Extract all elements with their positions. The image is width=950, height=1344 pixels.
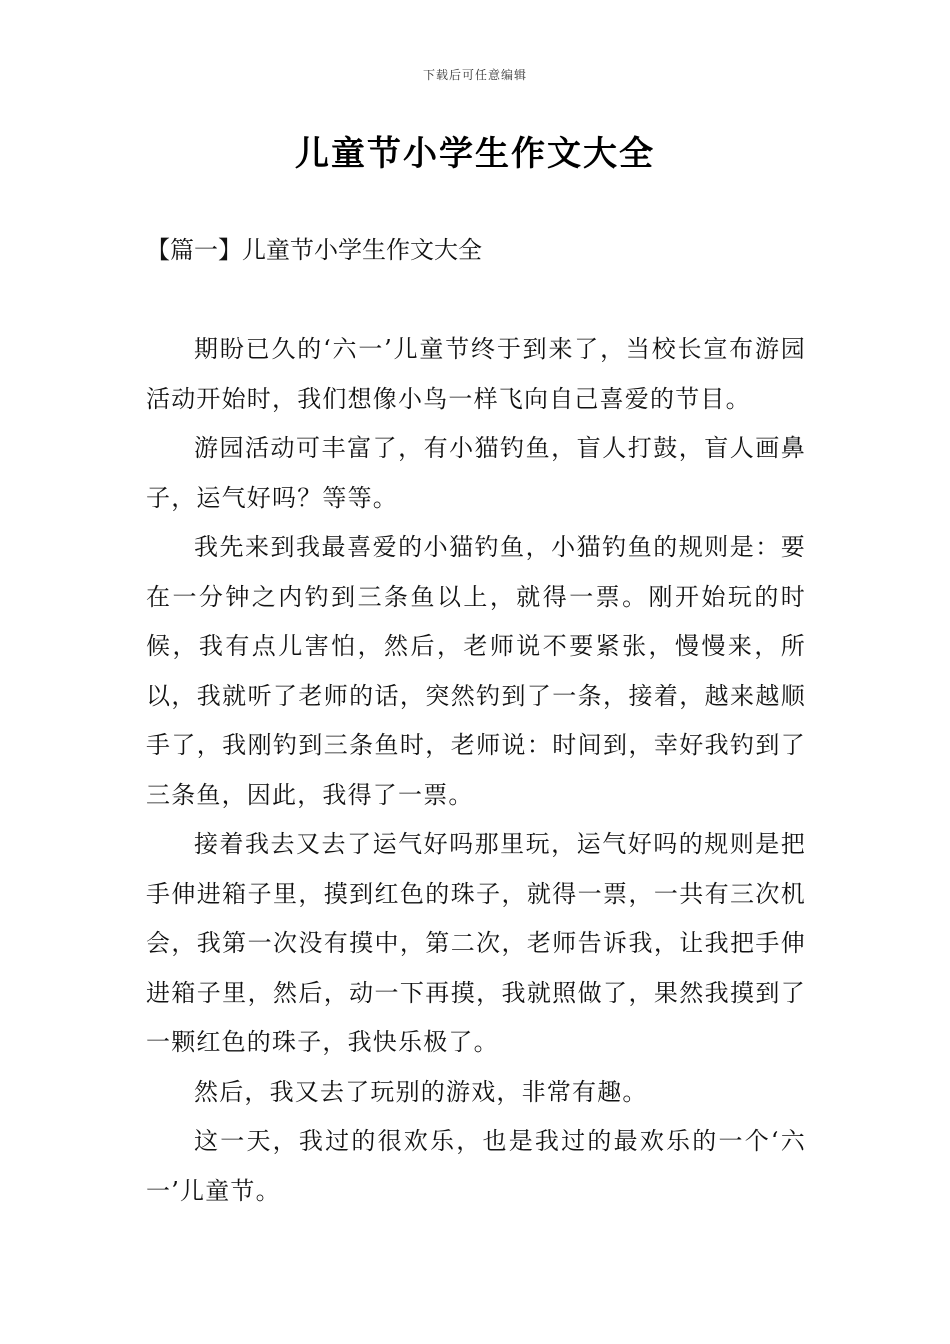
paragraph-5: 然后，我又去了玩别的游戏，非常有趣。	[194, 1077, 648, 1106]
essay-body	[146, 325, 806, 1216]
paragraph-1: 期盼已久的‘六一’儿童节终于到来了，当校长宣布游园活动开始时，我们想像小鸟一样飞向自己喜爱的节目。	[146, 335, 806, 413]
document-title: 儿童节小学生作文大全	[295, 134, 655, 174]
header-note: 下载后可任意编辑	[422, 68, 527, 82]
paragraph-2: 游园活动可丰富了，有小猫钓鱼，盲人打鼓，盲人画鼻子，运气好吗？等等。	[146, 434, 806, 512]
paragraph-4: 接着我去又去了运气好吗那里玩，运气好吗的规则是把手伸进箱子里，摸到红色的珠子，就得一票，一共有三次机会，我第一次没有摸中，第二次，老师告诉我，让我把手伸进箱子里，然后，动一下再摸，我就照做了，果然我摸到了一颗红色的珠子，我快乐极了。	[146, 830, 806, 1056]
paragraph-3: 我先来到我最喜爱的小猫钓鱼，小猫钓鱼的规则是：要在一分钟之内钓到三条鱼以上，就得一票。刚开始玩的时候，我有点儿害怕，然后，老师说不要紧张，慢慢来，所以，我就听了老师的话，突然钓到了一条，接着，越来越顺手了，我刚钓到三条鱼时，老师说：时间到，幸好我钓到了三条鱼，因此，我得了一票。	[146, 533, 806, 809]
paragraph-6: 这一天，我过的很欢乐，也是我过的最欢乐的一个‘六一’儿童节。	[146, 1127, 806, 1205]
section-heading: 【篇一】儿童节小学生作文大全	[146, 236, 482, 264]
